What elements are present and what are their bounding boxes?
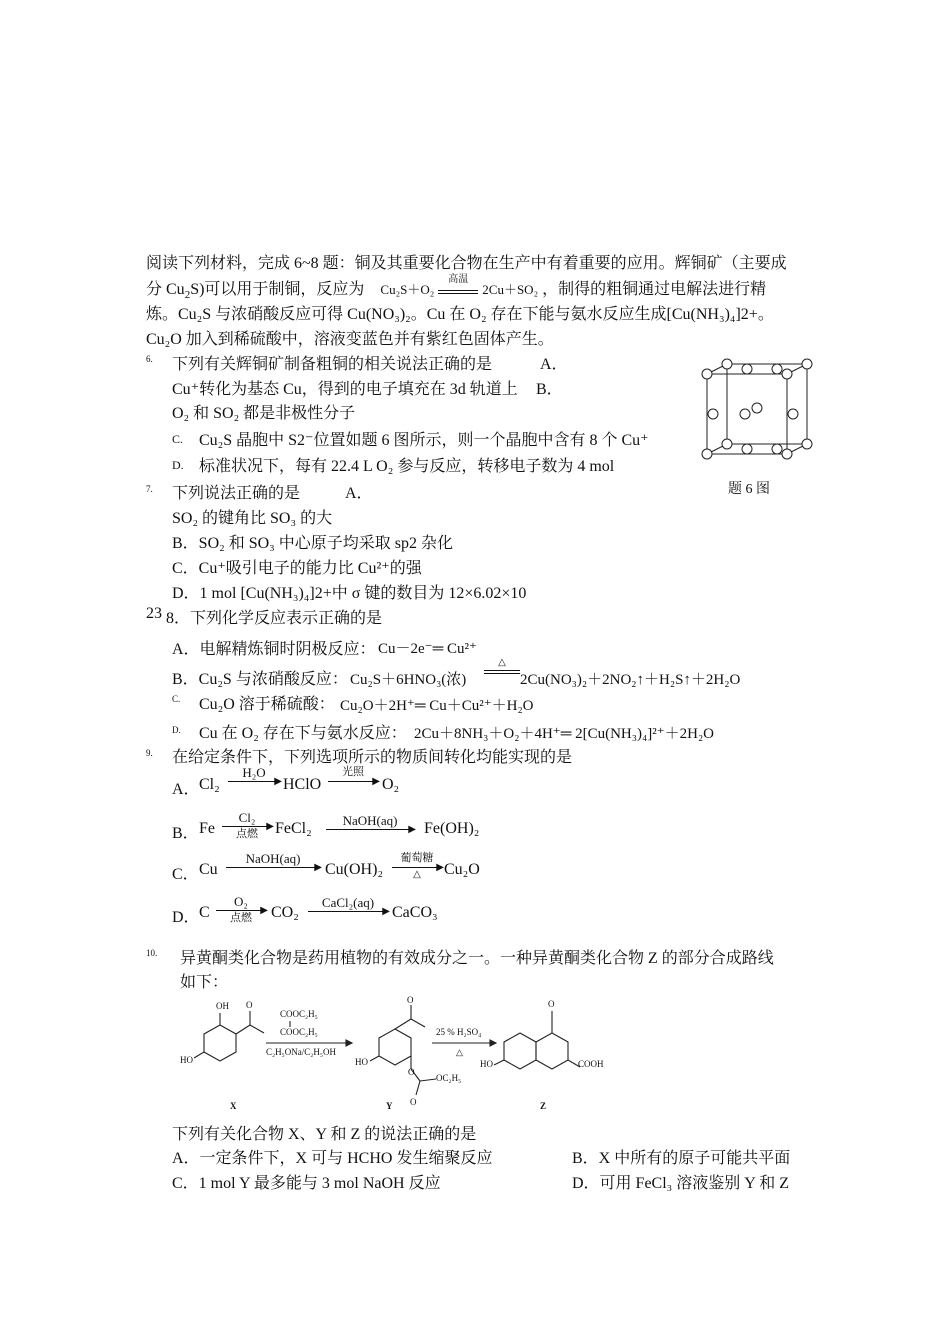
q8-c-text: Cu₂O 溶于稀硫酸： — [199, 696, 335, 713]
synthesis-scheme — [180, 995, 620, 1115]
q6-number: 6. — [146, 354, 153, 364]
q9-b-arrow1: Cl₂ ▶ 点燃 — [222, 812, 272, 841]
q10-number: 10. — [146, 948, 158, 958]
q9-a-s2: HClO — [283, 776, 322, 793]
intro-line-2b: S)可以用于制铜，反应为 — [190, 281, 365, 298]
z-cooh-label: COOH — [578, 1059, 604, 1069]
q8-prefix: 23 — [146, 605, 162, 622]
q8-d-equation: 2Cu＋8NH₃＋O₂＋4H⁺═ 2[Cu(NH₃)₄]²⁺＋2H₂O — [414, 726, 715, 742]
y-o-label: O — [407, 995, 414, 1005]
q8-c-label: C. — [172, 694, 181, 704]
q9-c-label: C． — [172, 866, 199, 883]
q10-stem-1: 异黄酮类化合物是药用植物的有效成分之一。一种异黄酮类化合物 Z 的部分合成路线 — [180, 950, 774, 967]
reagent-2a: 25 % H₂SO₄ — [436, 1027, 482, 1037]
q8-c-equation: Cu₂O＋2H⁺═ Cu＋Cu²⁺＋H₂O — [340, 698, 534, 714]
intro-line-4: Cu₂O 加入到稀硫酸中，溶液变蓝色并有紫红色固体产生。 — [146, 331, 554, 348]
q8-a-text: A．电解精炼铜时阴极反应： — [172, 641, 376, 658]
q9-a-arrow2: 光照 ▶ — [328, 766, 378, 782]
q6-a-text: Cu⁺转化为基态 Cu，得到的电子填充在 3d 轨道上 — [172, 381, 518, 398]
q7-number: 7. — [146, 484, 153, 494]
q9-c-arrow1: NaOH(aq) ▶ — [226, 852, 320, 868]
q9-b-s2: FeCl₂ — [275, 820, 312, 837]
q6-stem: 下列有关辉铜矿制备粗铜的相关说法正确的是 — [172, 356, 493, 373]
q10-stem-2: 如下： — [180, 974, 229, 991]
q9-c-arrow2: 葡萄糖 ▶ △ — [392, 852, 442, 881]
intro-line-2c: ，制得的粗铜通过电解法进行精 — [542, 281, 767, 298]
z-ho-label: HO — [480, 1059, 493, 1069]
q9-d-c2: CaCl₂(aq) — [321, 895, 375, 910]
figure-caption: 题 6 图 — [728, 482, 770, 497]
q9-d-arrow2: CaCl₂(aq) ▶ — [308, 896, 388, 912]
q9-a-c1: H₂O — [242, 765, 266, 780]
q9-b-s1: Fe — [199, 820, 215, 837]
q9-d-c1b: 点燃 — [230, 912, 252, 924]
reagent-1b: COOC₂H₅ — [280, 1027, 318, 1037]
q9-a-s1: Cl₂ — [199, 776, 220, 793]
q7-b-text: B．SO₂ 和 SO₃ 中心原子均采取 sp2 杂化 — [172, 535, 453, 552]
intro-line-1: 阅读下列材料，完成 6~8 题：铜及其重要化合物在生产中有着重要的应用。辉铜矿（主要成 — [146, 255, 787, 272]
q9-c-s3: Cu₂O — [444, 861, 480, 878]
crystal-cell-figure — [695, 358, 835, 468]
intro-line-2: 分 $Cu_2S$)可以用于制铜，反应为 Cu₂S＋O₂ 高温 2Cu＋SO₂ ，制得的粗铜通过电解法进行精 — [146, 276, 766, 299]
q9-c-s1: Cu — [199, 861, 218, 878]
q10-c-text: C．1 mol Y 最多能与 3 mol NaOH 反应 — [172, 1175, 441, 1192]
q9-d-s3: CaCO₃ — [392, 904, 438, 921]
q9-a-s3: O₂ — [382, 776, 400, 793]
q8-stem: 8．下列化学反应表示正确的是 — [166, 610, 383, 627]
q9-b-s3: Fe(OH)₂ — [424, 820, 480, 837]
q9-b-c2: NaOH(aq) — [342, 813, 398, 828]
q8-d-text: Cu 在 O₂ 存在下与氨水反应： — [199, 725, 407, 742]
y-oc2h5-label: OC₂H₅ — [436, 1073, 462, 1083]
reaction-right: 2Cu＋SO₂ — [482, 282, 539, 297]
q9-c-c1: NaOH(aq) — [245, 851, 301, 866]
reagent-2b: △ — [456, 1047, 463, 1057]
q8-b-eq-right: 2Cu(NO₃)₂＋2NO₂↑＋H₂S↑＋2H₂O — [520, 672, 741, 688]
y-o-label-3: O — [410, 1097, 417, 1107]
q9-stem: 在给定条件下，下列选项所示的物质间转化均能实现的是 — [172, 749, 573, 766]
q9-d-c1: O₂ — [234, 894, 248, 909]
x-compound-label: X — [230, 1101, 237, 1111]
q9-d-s2: CO₂ — [271, 904, 299, 921]
y-compound-label: Y — [386, 1101, 393, 1111]
q9-b-label: B． — [172, 825, 199, 842]
reaction-condition: 高温 — [448, 274, 469, 285]
q9-b-c1b: 点燃 — [236, 828, 258, 840]
q9-c-c2b: △ — [413, 869, 421, 880]
q6-c-text: Cu₂S 晶胞中 S2⁻位置如题 6 图所示，则一个晶胞中含有 8 个 Cu⁺ — [199, 432, 649, 449]
q8-b-eq-left: Cu₂S＋6HNO₃(浓) — [350, 672, 467, 688]
q7-a-label: A． — [345, 485, 373, 502]
q8-b-text: B．Cu₂S 与浓硝酸反应： — [172, 671, 348, 688]
q9-a-c2: 光照 — [342, 766, 364, 778]
x-o-label: O — [246, 1000, 253, 1010]
reagent-1a: COOC₂H₅ — [280, 1009, 318, 1019]
y-o-label-2: O — [408, 1067, 415, 1077]
x-oh-label: OH — [216, 1001, 229, 1011]
z-o-label: O — [548, 999, 555, 1009]
reagent-1c: C₂H₅ONa/C₂H₅OH — [266, 1047, 337, 1057]
q8-d-label: D. — [172, 725, 181, 735]
intro-line-2a: 分 Cu — [146, 281, 185, 298]
q9-a-arrow1: H₂O ▶ — [228, 766, 280, 782]
y-ho-label: HO — [355, 1057, 368, 1067]
q7-a-text: SO₂ 的键角比 SO₃ 的大 — [172, 510, 333, 527]
q6-c-label: C. — [172, 432, 184, 446]
q10-sub-stem: 下列有关化合物 X、Y 和 Z 的说法正确的是 — [172, 1126, 477, 1143]
z-compound-label: Z — [540, 1101, 547, 1111]
intro-line-3: 炼。Cu₂S 与浓硝酸反应可得 Cu(NO₃)₂。Cu 在 O₂ 存在下能与氨水反应生成[Cu(NH₃)₄]2+。 — [146, 306, 774, 323]
q9-b-c1: Cl₂ — [238, 810, 256, 825]
q6-d-label: D. — [172, 458, 184, 472]
q6-b-label: B． — [536, 381, 563, 398]
q9-d-label: D． — [172, 909, 200, 926]
q8-a-equation: Cu－2e⁻═ Cu²⁺ — [378, 641, 477, 657]
q10-a-text: A．一定条件下，X 可与 HCHO 发生缩聚反应 — [172, 1150, 493, 1167]
x-ho-label: HO — [180, 1055, 193, 1065]
q6-a-label: A． — [540, 356, 568, 373]
reaction-left: Cu₂S＋O₂ — [380, 282, 435, 297]
q9-number: 9. — [146, 748, 153, 758]
q6-d-text: 标准状况下，每有 22.4 L O₂ 参与反应，转移电子数为 4 mol — [199, 458, 615, 475]
q10-b-text: B．X 中所有的原子可能共平面 — [572, 1150, 791, 1167]
q9-c-c2: 葡萄糖 — [400, 852, 434, 864]
q10-d-text: D．可用 FeCl₃ 溶液鉴别 Y 和 Z — [572, 1175, 789, 1192]
q7-stem: 下列说法正确的是 — [172, 485, 301, 502]
q9-d-s1: C — [199, 904, 210, 921]
q8-b-condition-text: △ — [498, 657, 506, 668]
q6-b-text: O₂ 和 SO₂ 都是非极性分子 — [172, 405, 356, 422]
q9-c-s2: Cu(OH)₂ — [325, 861, 384, 878]
q9-d-arrow1: O₂ ▶ 点燃 — [216, 896, 266, 925]
q7-d-text: D．1 mol [Cu(NH₃)₄]2+中 σ 键的数目为 12×6.02×10 — [172, 585, 527, 602]
q8-b-condition — [484, 658, 520, 674]
q7-c-text: C．Cu⁺吸引电子的能力比 Cu²⁺的强 — [172, 560, 422, 577]
q9-a-label: A． — [172, 781, 200, 798]
q9-b-arrow2: NaOH(aq) ▶ — [326, 814, 414, 830]
